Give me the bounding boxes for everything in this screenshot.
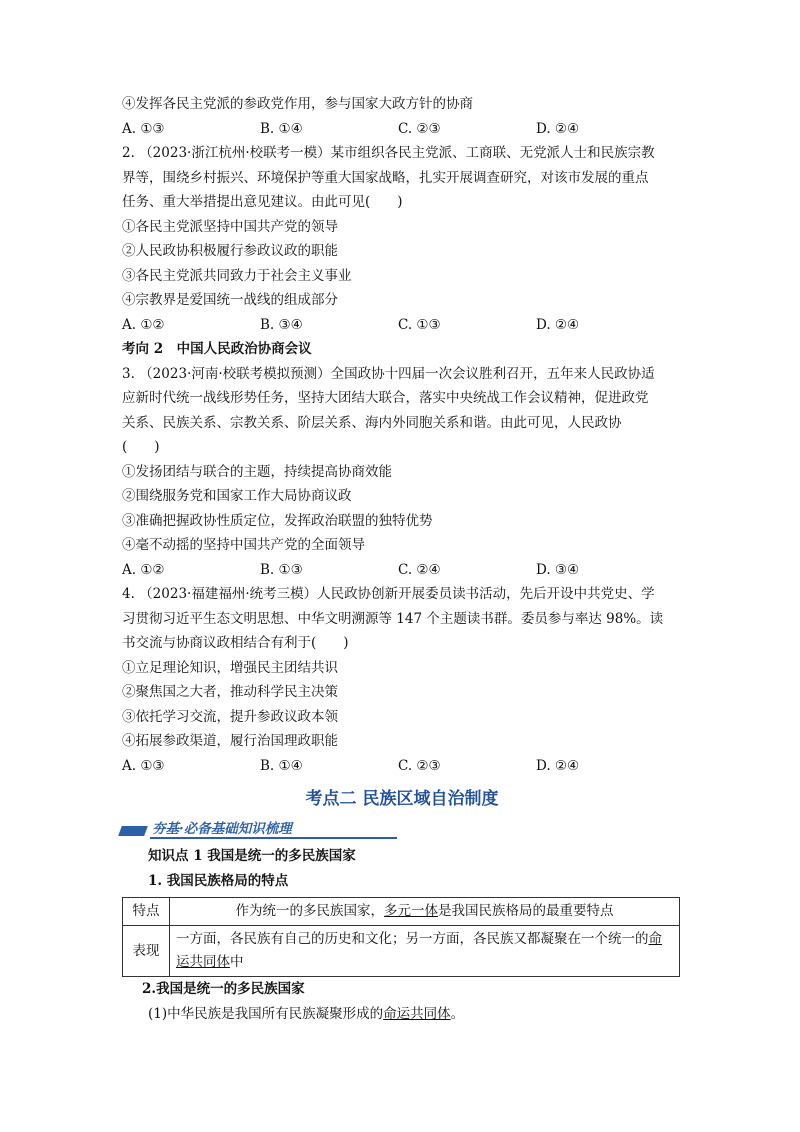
q4-item-2: ②聚焦国之大者，推动科学民主决策 bbox=[122, 684, 338, 700]
p1-underlined: 命运共同体 bbox=[383, 1005, 451, 1022]
row-label-manifestation: 表现 bbox=[123, 926, 170, 977]
row-content-feature bbox=[170, 898, 680, 926]
q2-stem-line-3: 任务、重大举措提出意见建议。由此可见( ) bbox=[122, 194, 403, 210]
row-label-feature: 特点 bbox=[123, 898, 170, 926]
q2-item-1: ①各民主党派坚持中国共产党的领导 bbox=[122, 218, 338, 235]
option-c: C. ①③ bbox=[398, 316, 441, 333]
option-c: C. ②④ bbox=[398, 561, 441, 578]
option-d: D. ②④ bbox=[536, 316, 580, 333]
row2-underlined-1: 命 bbox=[648, 931, 662, 947]
option-d: D. ②④ bbox=[536, 757, 580, 774]
q2-item-4: ④宗教界是爱国统一战线的组成部分 bbox=[122, 292, 338, 308]
feature-table bbox=[122, 897, 680, 977]
banner-underline bbox=[150, 837, 397, 839]
q3-item-1: ①发扬团结与联合的主题，持续提高协商效能 bbox=[122, 463, 392, 480]
q3-stem-line-2: 应新时代统一战线形势任务，坚持大团结大联合，落实中央统战工作会议精神，促进政党 bbox=[122, 390, 649, 406]
banner-label: 夯基·必备基础知识梳理 bbox=[152, 821, 292, 837]
q2-options bbox=[122, 313, 682, 338]
heading-kaoxiang-2: 考向 2 中国人民政治协商会议 bbox=[122, 341, 312, 357]
q2-stem-line-2: 界等，围绕乡村振兴、环境保护等重大国家战略，扎实开展调查研究，对该市发展的重点 bbox=[122, 169, 649, 186]
q4-item-3: ③依托学习交流，提升参政议政本领 bbox=[122, 708, 338, 725]
option-d: D. ②④ bbox=[536, 120, 580, 137]
p1-text-post: 。 bbox=[450, 1005, 465, 1022]
row2-underlined-2: 运共同体 bbox=[176, 954, 230, 970]
table-row bbox=[123, 898, 680, 926]
option-a: A. ①② bbox=[122, 316, 165, 333]
row1-text-pre: 作为统一的多民族国家， bbox=[235, 903, 384, 919]
section-banner bbox=[120, 818, 682, 840]
q4-item-4: ④拓展参政渠道，履行治国理政职能 bbox=[122, 733, 338, 749]
q3-item-3: ③准确把握政协性质定位，发挥政治联盟的独特优势 bbox=[122, 512, 433, 529]
q4-options bbox=[122, 754, 682, 779]
q4-stem-line-2: 习贯彻习近平生态文明思想、中华文明溯源等 147 个主题读书群。委员参与率达 98%。读 bbox=[122, 610, 664, 627]
q4-stem-line-1: 4. （2023·福建福州·统考三模）人民政协创新开展委员读书活动，先后开设中共党史、学 bbox=[122, 586, 655, 602]
q4-item-1: ①立足理论知识，增强民主团结共识 bbox=[122, 659, 338, 676]
q3-stem-line-3: 关系、民族关系、宗教关系、阶层关系、海内外同胞关系和谐。由此可见，人民政协 bbox=[122, 414, 622, 431]
row2-text-post: 中 bbox=[230, 954, 244, 970]
banner-bar-decoration bbox=[118, 826, 148, 836]
q2-item-2: ②人民政协积极履行参政议政的职能 bbox=[122, 243, 338, 259]
paragraph-1 bbox=[122, 1002, 682, 1027]
option-b: B. ①④ bbox=[260, 757, 303, 774]
subheading-2: 2.我国是统一的多民族国家 bbox=[142, 981, 305, 997]
option-b: B. ①③ bbox=[260, 561, 303, 578]
row1-text-post: 是我国民族格局的最重要特点 bbox=[438, 903, 614, 919]
q3-options bbox=[122, 558, 682, 583]
option-b: B. ③④ bbox=[260, 316, 303, 333]
q2-item-3: ③各民主党派共同致力于社会主义事业 bbox=[122, 267, 352, 284]
section-title: 考点二 民族区域自治制度 bbox=[305, 789, 499, 809]
p1-text-pre: (1)中华民族是我国所有民族凝聚形成的 bbox=[148, 1005, 384, 1022]
row1-underlined: 多元一体 bbox=[384, 903, 438, 919]
option-a: A. ①③ bbox=[122, 120, 165, 137]
option-a: A. ①② bbox=[122, 561, 165, 578]
q3-item-4: ④毫不动摇的坚持中国共产党的全面领导 bbox=[122, 537, 365, 553]
q3-item-2: ②围绕服务党和国家工作大局协商议政 bbox=[122, 488, 352, 504]
option-a: A. ①③ bbox=[122, 757, 165, 774]
knowledge-point-1: 知识点 1 我国是统一的多民族国家 bbox=[148, 848, 356, 864]
q3-stem-line-4: ( ) bbox=[122, 439, 160, 455]
row2-text-pre: 一方面，各民族有自己的历史和文化；另一方面，各民族又都凝聚在一个统一的 bbox=[176, 931, 649, 947]
q1-item-4: ④发挥各民主党派的参政党作用，参与国家大政方针的协商 bbox=[122, 96, 473, 112]
q2-stem-line-1: 2. （2023·浙江杭州·校联考一模）某市组织各民主党派、工商联、无党派人士和民族宗教 bbox=[122, 145, 655, 161]
option-b: B. ①④ bbox=[260, 120, 303, 137]
option-c: C. ②③ bbox=[398, 120, 441, 137]
option-c: C. ②③ bbox=[398, 757, 441, 774]
document-page bbox=[122, 92, 682, 1026]
q4-stem-line-3: 书交流与协商议政相结合有利于( ) bbox=[122, 635, 349, 651]
subheading-1: 1. 我国民族格局的特点 bbox=[148, 872, 289, 889]
q3-stem-line-1: 3. （2023·河南·校联考模拟预测）全国政协十四届一次会议胜利召开，五年来人民政协适 bbox=[122, 365, 655, 382]
table-row bbox=[123, 926, 680, 977]
option-d: D. ③④ bbox=[536, 561, 580, 578]
q1-options bbox=[122, 117, 682, 142]
row-content-manifestation bbox=[170, 926, 680, 977]
